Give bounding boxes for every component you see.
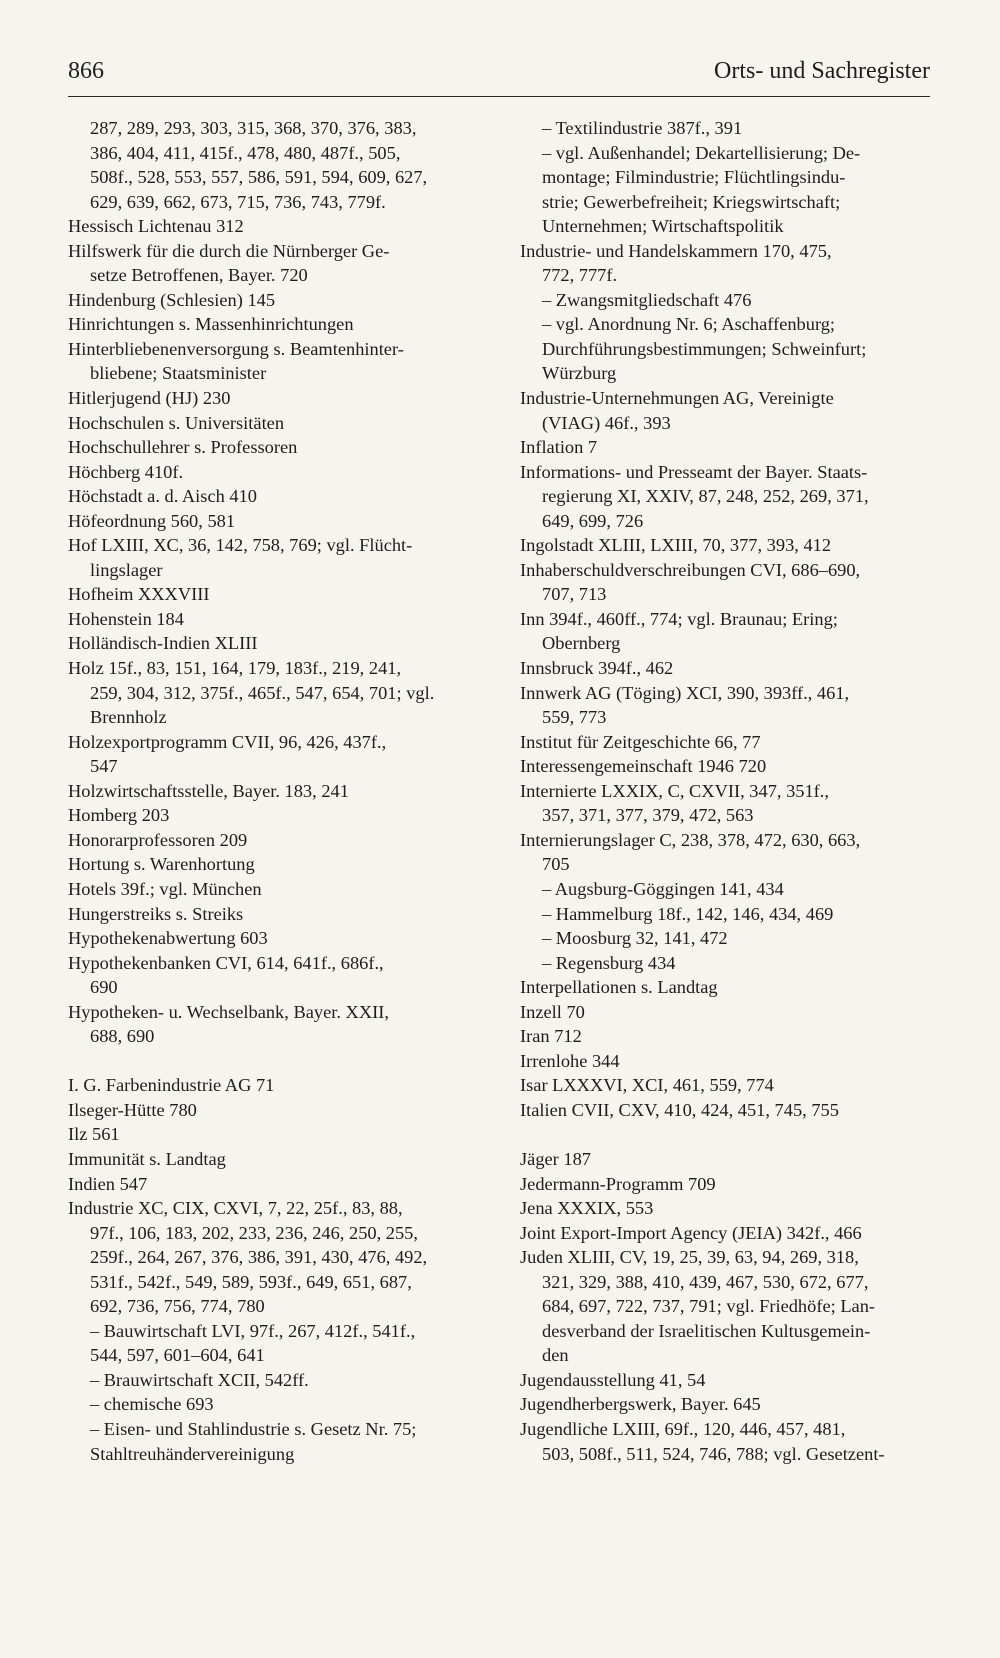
index-entry: Joint Export-Import Agency (JEIA) 342f., 466	[520, 1222, 862, 1243]
index-entry: Ingolstadt XLIII, LXIII, 70, 377, 393, 412	[520, 535, 832, 556]
index-entry-continuation: 287, 289, 293, 303, 315, 368, 370, 376, 383,	[90, 118, 417, 138]
index-entry: Homberg 203	[68, 805, 170, 826]
index-column-left	[68, 116, 478, 1466]
index-entry-continuation: 97f., 106, 183, 202, 233, 236, 246, 250, 255,	[90, 1222, 418, 1243]
index-entry-continuation: Unternehmen; Wirtschaftspolitik	[542, 216, 784, 237]
index-entry-continuation: bliebene; Staatsminister	[90, 363, 267, 384]
index-entry: Jena XXXIX, 553	[520, 1198, 654, 1219]
index-entry: Hortung s. Warenhortung	[68, 854, 255, 875]
index-entry-continuation: 692, 736, 756, 774, 780	[90, 1296, 265, 1317]
index-entry: Holz 15f., 83, 151, 164, 179, 183f., 219, 241,	[68, 658, 402, 679]
index-subentry: – Bauwirtschaft LVI, 97f., 267, 412f., 541f.,	[90, 1320, 416, 1341]
index-entry: Irrenlohe 344	[520, 1050, 620, 1071]
index-entry: Höchstadt a. d. Aisch 410	[68, 486, 257, 507]
index-entry: Internierte LXXIX, C, CXVII, 347, 351f.,	[520, 780, 829, 801]
index-entry: Innwerk AG (Töging) XCI, 390, 393ff., 461,	[520, 682, 850, 703]
index-entry: Hitlerjugend (HJ) 230	[68, 388, 231, 409]
index-entry: Hofheim XXXVIII	[68, 584, 210, 605]
index-entry-continuation: setze Betroffenen, Bayer. 720	[90, 265, 308, 286]
index-entry: Italien CVII, CXV, 410, 424, 451, 745, 755	[520, 1099, 839, 1120]
index-entry: Hypotheken- u. Wechselbank, Bayer. XXII,	[68, 1001, 389, 1022]
index-entry-continuation: 688, 690	[90, 1026, 155, 1047]
index-entry-continuation: Würzburg	[542, 363, 617, 384]
index-subentry: – Brauwirtschaft XCII, 542ff.	[90, 1369, 309, 1390]
index-entry: Hilfswerk für die durch die Nürnberger Ge-	[68, 240, 390, 261]
index-entry-continuation: 690	[90, 977, 118, 998]
index-entry: Innsbruck 394f., 462	[520, 658, 674, 679]
index-entry: Hochschullehrer s. Professoren	[68, 437, 298, 458]
index-entry: Holzwirtschaftsstelle, Bayer. 183, 241	[68, 780, 349, 801]
index-entry-continuation: 547	[90, 756, 118, 777]
index-entry-continuation: 707, 713	[542, 584, 607, 605]
index-subentry: – vgl. Anordnung Nr. 6; Aschaffenburg;	[542, 314, 836, 335]
index-entry-continuation: 544, 597, 601–604, 641	[90, 1345, 265, 1366]
running-title: Orts- und Sachregister	[714, 58, 930, 84]
index-entry: Hypothekenabwertung 603	[68, 928, 268, 949]
index-subentry: – Eisen- und Stahlindustrie s. Gesetz Nr. 75;	[90, 1418, 417, 1439]
index-entry: Jugendliche LXIII, 69f., 120, 446, 457, 481,	[520, 1418, 846, 1439]
index-column-right	[520, 116, 930, 1466]
index-entry: Inhaberschuldverschreibungen CVI, 686–690,	[520, 559, 861, 580]
index-entry-continuation: 508f., 528, 553, 557, 586, 591, 594, 609, 627,	[90, 167, 428, 188]
index-entry-continuation: Obernberg	[542, 633, 621, 654]
index-entry: Juden XLIII, CV, 19, 25, 39, 63, 94, 269, 318,	[520, 1247, 859, 1268]
index-subentry: – Moosburg 32, 141, 472	[542, 928, 728, 949]
index-entry: Honorarprofessoren 209	[68, 829, 248, 850]
index-subentry: – Augsburg-Göggingen 141, 434	[542, 878, 784, 899]
index-entry: Jäger 187	[520, 1148, 591, 1169]
index-entry-continuation: lingslager	[90, 559, 163, 580]
index-entry: Industrie- und Handelskammern 170, 475,	[520, 240, 832, 261]
index-entry-continuation: 772, 777f.	[542, 265, 618, 286]
index-entry: I. G. Farbenindustrie AG 71	[68, 1075, 275, 1096]
index-subentry: – Textilindustrie 387f., 391	[542, 118, 743, 138]
index-entry: Jugendherbergswerk, Bayer. 645	[520, 1394, 761, 1415]
index-entry: Hohenstein 184	[68, 608, 184, 629]
index-entry: Hessisch Lichtenau 312	[68, 216, 244, 237]
index-entry: Höfeordnung 560, 581	[68, 510, 236, 531]
index-entry: Inn 394f., 460ff., 774; vgl. Braunau; Ering;	[520, 608, 838, 629]
index-entry: Hochschulen s. Universitäten	[68, 412, 285, 433]
index-entry-continuation: desverband der Israelitischen Kultusgemein-	[542, 1320, 871, 1341]
index-entry: Jedermann-Programm 709	[520, 1173, 716, 1194]
index-entry: Hungerstreiks s. Streiks	[68, 903, 244, 924]
index-entry-continuation: Durchführungsbestimmungen; Schweinfurt;	[542, 338, 867, 359]
index-entry: Internierungslager C, 238, 378, 472, 630, 663,	[520, 829, 861, 850]
index-entry-continuation: 629, 639, 662, 673, 715, 736, 743, 779f.	[90, 191, 386, 212]
index-entry: Hinrichtungen s. Massenhinrichtungen	[68, 314, 354, 335]
index-entry-continuation: 684, 697, 722, 737, 791; vgl. Friedhöfe; Lan-	[542, 1296, 876, 1317]
index-subentry: – vgl. Außenhandel; Dekartellisierung; De-	[542, 142, 861, 163]
index-entry: Hinterbliebenenversorgung s. Beamtenhinter-	[68, 338, 404, 359]
index-entry: Holzexportprogramm CVII, 96, 426, 437f.,	[68, 731, 387, 752]
index-entry: Industrie-Unternehmungen AG, Vereinigte	[520, 388, 834, 409]
index-entry: Isar LXXXVI, XCI, 461, 559, 774	[520, 1075, 774, 1096]
index-subentry: – chemische 693	[90, 1394, 214, 1415]
index-entry: Industrie XC, CIX, CXVI, 7, 22, 25f., 83, 88,	[68, 1198, 403, 1219]
index-entry: Indien 547	[68, 1173, 148, 1194]
index-entry: Iran 712	[520, 1026, 582, 1047]
index-subentry: – Zwangsmitgliedschaft 476	[542, 289, 752, 310]
index-entry-continuation: strie; Gewerbefreiheit; Kriegswirtschaft;	[542, 191, 841, 212]
index-entry-continuation: regierung XI, XXIV, 87, 248, 252, 269, 371,	[542, 486, 869, 507]
index-entry: Institut für Zeitgeschichte 66, 77	[520, 731, 761, 752]
index-entry-continuation: 386, 404, 411, 415f., 478, 480, 487f., 505,	[90, 142, 401, 163]
index-entry: Hypothekenbanken CVI, 614, 641f., 686f.,	[68, 952, 384, 973]
index-entry-continuation: Stahltreuhändervereinigung	[90, 1443, 295, 1464]
index-entry: Informations- und Presseamt der Bayer. Staats-	[520, 461, 868, 482]
index-entry: Immunität s. Landtag	[68, 1148, 226, 1169]
index-entry-continuation: (VIAG) 46f., 393	[542, 412, 671, 433]
index-entry: Ilz 561	[68, 1124, 120, 1145]
page-number: 866	[68, 58, 104, 84]
index-entry: Inflation 7	[520, 437, 598, 458]
index-entry-continuation: 321, 329, 388, 410, 439, 467, 530, 672, 677,	[542, 1271, 869, 1292]
index-entry-continuation: 357, 371, 377, 379, 472, 563	[542, 805, 754, 826]
index-entry-continuation: 531f., 542f., 549, 589, 593f., 649, 651, 687,	[90, 1271, 412, 1292]
index-entry: Inzell 70	[520, 1001, 585, 1022]
index-entry-continuation: 259f., 264, 267, 376, 386, 391, 430, 476, 492,	[90, 1247, 428, 1268]
index-entry: Hotels 39f.; vgl. München	[68, 878, 262, 899]
index-entry: Jugendausstellung 41, 54	[520, 1369, 706, 1390]
index-entry-continuation: den	[542, 1345, 569, 1366]
section-gap	[520, 1122, 930, 1147]
page-header	[68, 52, 930, 97]
index-entry-continuation: 649, 699, 726	[542, 510, 644, 531]
index-subentry: – Regensburg 434	[542, 952, 676, 973]
index-entry: Interessengemeinschaft 1946 720	[520, 756, 767, 777]
index-entry: Hof LXIII, XC, 36, 142, 758, 769; vgl. Flücht-	[68, 535, 413, 556]
index-entry: Höchberg 410f.	[68, 461, 184, 482]
index-entry-continuation: 259, 304, 312, 375f., 465f., 547, 654, 701; vgl.	[90, 682, 435, 703]
index-entry-continuation: 705	[542, 854, 570, 875]
index-entry: Ilseger-Hütte 780	[68, 1099, 197, 1120]
index-entry: Holländisch-Indien XLIII	[68, 633, 258, 654]
section-gap	[68, 1049, 478, 1074]
index-subentry: – Hammelburg 18f., 142, 146, 434, 469	[542, 903, 834, 924]
index-entry: Hindenburg (Schlesien) 145	[68, 289, 276, 310]
index-entry-continuation: montage; Filmindustrie; Flüchtlingsindu-	[542, 167, 846, 188]
index-entry: Interpellationen s. Landtag	[520, 977, 718, 998]
index-entry-continuation: Brennholz	[90, 707, 167, 728]
index-entry-continuation: 503, 508f., 511, 524, 746, 788; vgl. Gesetzent-	[542, 1443, 885, 1464]
index-entry-continuation: 559, 773	[542, 707, 607, 728]
